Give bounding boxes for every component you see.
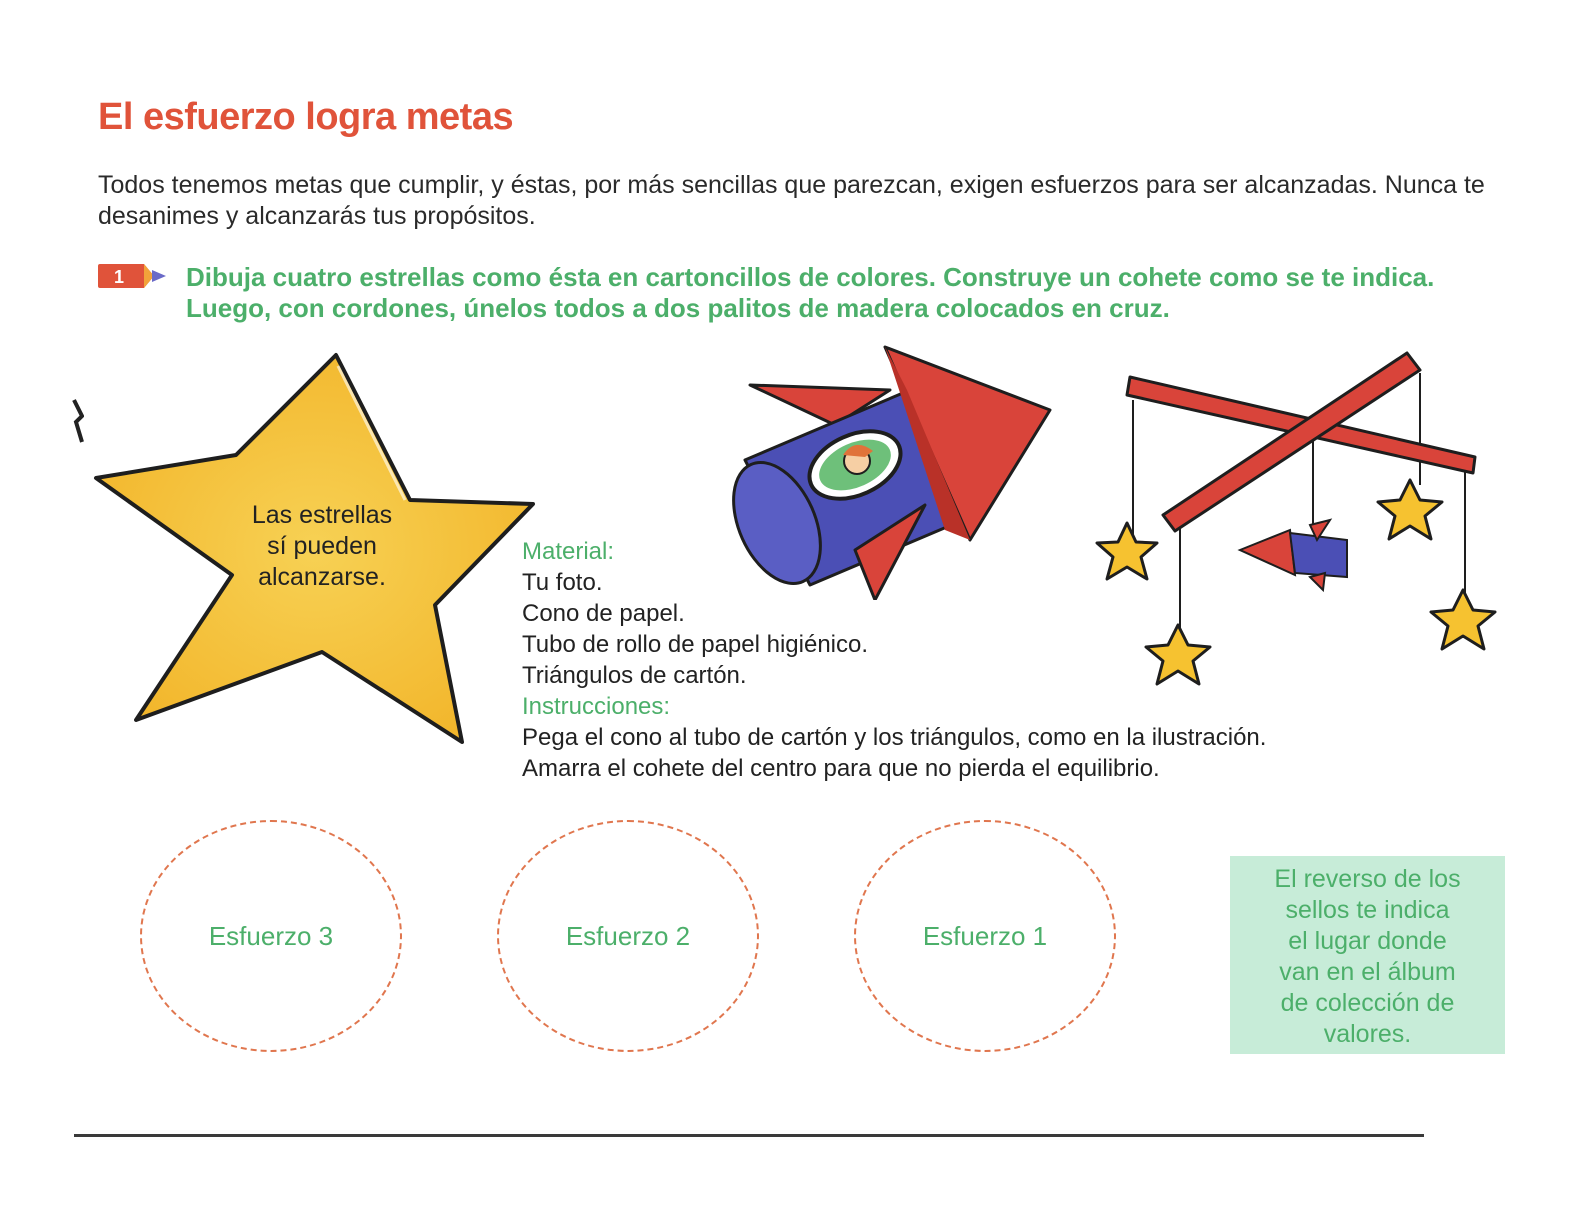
- small-star-icon: [1378, 480, 1442, 539]
- star-caption-line: Las estrellas: [251, 501, 393, 529]
- stamp-label: Esfuerzo 3: [208, 920, 334, 951]
- material-item: Tubo de rollo de papel higiénico.: [522, 631, 869, 658]
- material-item: Cono de papel.: [522, 600, 685, 627]
- stamp-label: Esfuerzo 2: [565, 920, 691, 951]
- footer-divider: [74, 1134, 1424, 1137]
- pencil-badge-icon: [96, 262, 168, 290]
- note-line: el lugar donde: [1288, 927, 1447, 955]
- instructions-heading: Instrucciones:: [522, 693, 671, 720]
- intro-text: Todos tenemos metas que cumplir, y éstas, por más sencillas que parezcan, exigen esfuerzos para ser alcanzadas. Nunca te desanimes y alcanzarás tus propósitos.: [98, 171, 1485, 230]
- activity-number: 1: [114, 267, 125, 287]
- note-line: valores.: [1323, 1020, 1412, 1048]
- star-caption-line: sí pueden: [267, 532, 377, 560]
- instruction-item: Pega el cono al tubo de cartón y los triángulos, como en la ilustración.: [522, 724, 1267, 751]
- star-caption: [212, 500, 432, 593]
- note-line: El reverso de los: [1274, 865, 1461, 893]
- note-line: sellos te indica: [1285, 896, 1450, 924]
- note-line: van en el álbum: [1279, 958, 1456, 986]
- stamp-note-box: [1230, 856, 1505, 1054]
- stamp-circle-esfuerzo-1: [854, 820, 1116, 1052]
- stamp-circle-esfuerzo-2: [497, 820, 759, 1052]
- star-caption-line: alcanzarse.: [258, 563, 386, 591]
- page-title: El esfuerzo logra metas: [98, 96, 514, 138]
- materials-heading: Material:: [522, 538, 615, 565]
- material-item: Tu foto.: [522, 569, 603, 596]
- note-line: de colección de: [1280, 989, 1455, 1017]
- activity-instruction: Dibuja cuatro estrellas como ésta en cartoncillos de colores. Construye un cohete como se te indica. Luego, con cordones, únelos todos a dos palitos de madera colocados en cruz.: [186, 262, 1435, 323]
- instruction-item: Amarra el cohete del centro para que no pierda el equilibrio.: [522, 755, 1160, 782]
- stamp-label: Esfuerzo 1: [922, 920, 1048, 951]
- stamp-circle-esfuerzo-3: [140, 820, 402, 1052]
- material-item: Triángulos de cartón.: [522, 662, 747, 689]
- margin-mark: [72, 398, 84, 444]
- materials-block: [522, 536, 1482, 784]
